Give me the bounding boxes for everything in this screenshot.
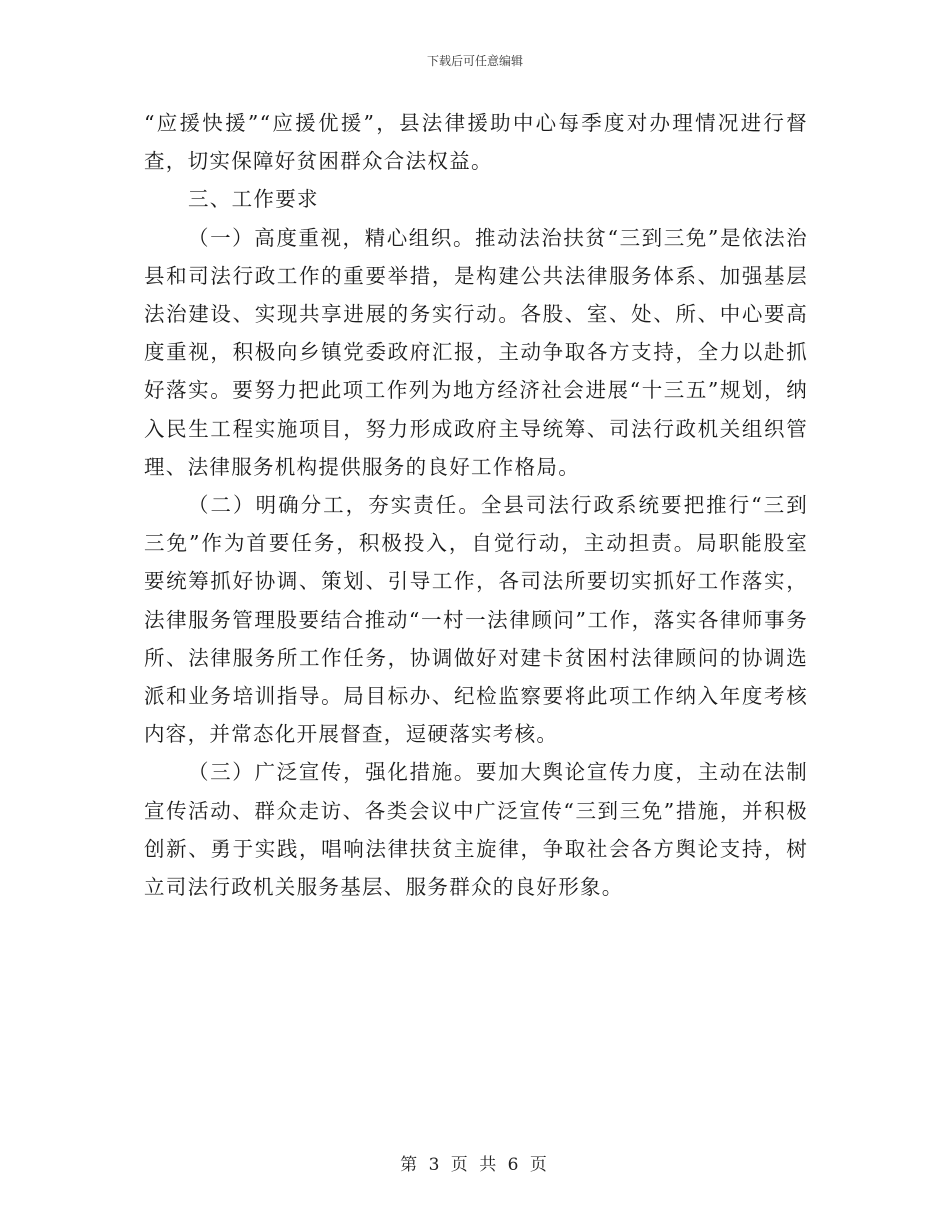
page-header: 下载后可任意编辑 xyxy=(426,54,523,68)
paragraph-continuation: “应援快援”“应援优援”，县法律援助中心每季度对办理情况进行督查，切实保障好贫困群众合法权益。 xyxy=(144,111,808,174)
section-heading: 三、工作要求 xyxy=(188,187,319,212)
page-number: 第 3 页 共 6 页 xyxy=(400,1155,550,1175)
document-body xyxy=(144,104,808,906)
paragraph-item-2: （二）明确分工，夯实责任。全县司法行政系统要把推行“三到三免”作为首要任务，积极投入，自觉行动，主动担责。局职能股室要统筹抓好协调、策划、引导工作，各司法所要切实抓好工作落实，法律服务管理股要结合推动“一村一法律顾问”工作，落实各律师事务所、法律服务所工作任务，协调做好对建卡贫困村法律顾问的协调选派和业务培训指导。局目标办、纪检监察要将此项工作纳入年度考核内容，并常态化开展督查，逗硬落实考核。 xyxy=(144,493,808,747)
paragraph-item-3: （三）广泛宣传，强化措施。要加大舆论宣传力度，主动在法制宣传活动、群众走访、各类会议中广泛宣传“三到三免”措施，并积极创新、勇于实践，唱响法律扶贫主旋律，争取社会各方舆论支持，树立司法行政机关服务基层、服务群众的良好形象。 xyxy=(144,760,808,900)
paragraph-item-1: （一）高度重视，精心组织。推动法治扶贫“三到三免”是依法治县和司法行政工作的重要举措，是构建公共法律服务体系、加强基层法治建设、实现共享进展的务实行动。各股、室、处、所、中心要高度重视，积极向乡镇党委政府汇报，主动争取各方支持，全力以赴抓好落实。要努力把此项工作列为地方经济社会进展“十三五”规划，纳入民生工程实施项目，努力形成政府主导统筹、司法行政机关组织管理、法律服务机构提供服务的良好工作格局。 xyxy=(144,225,808,479)
